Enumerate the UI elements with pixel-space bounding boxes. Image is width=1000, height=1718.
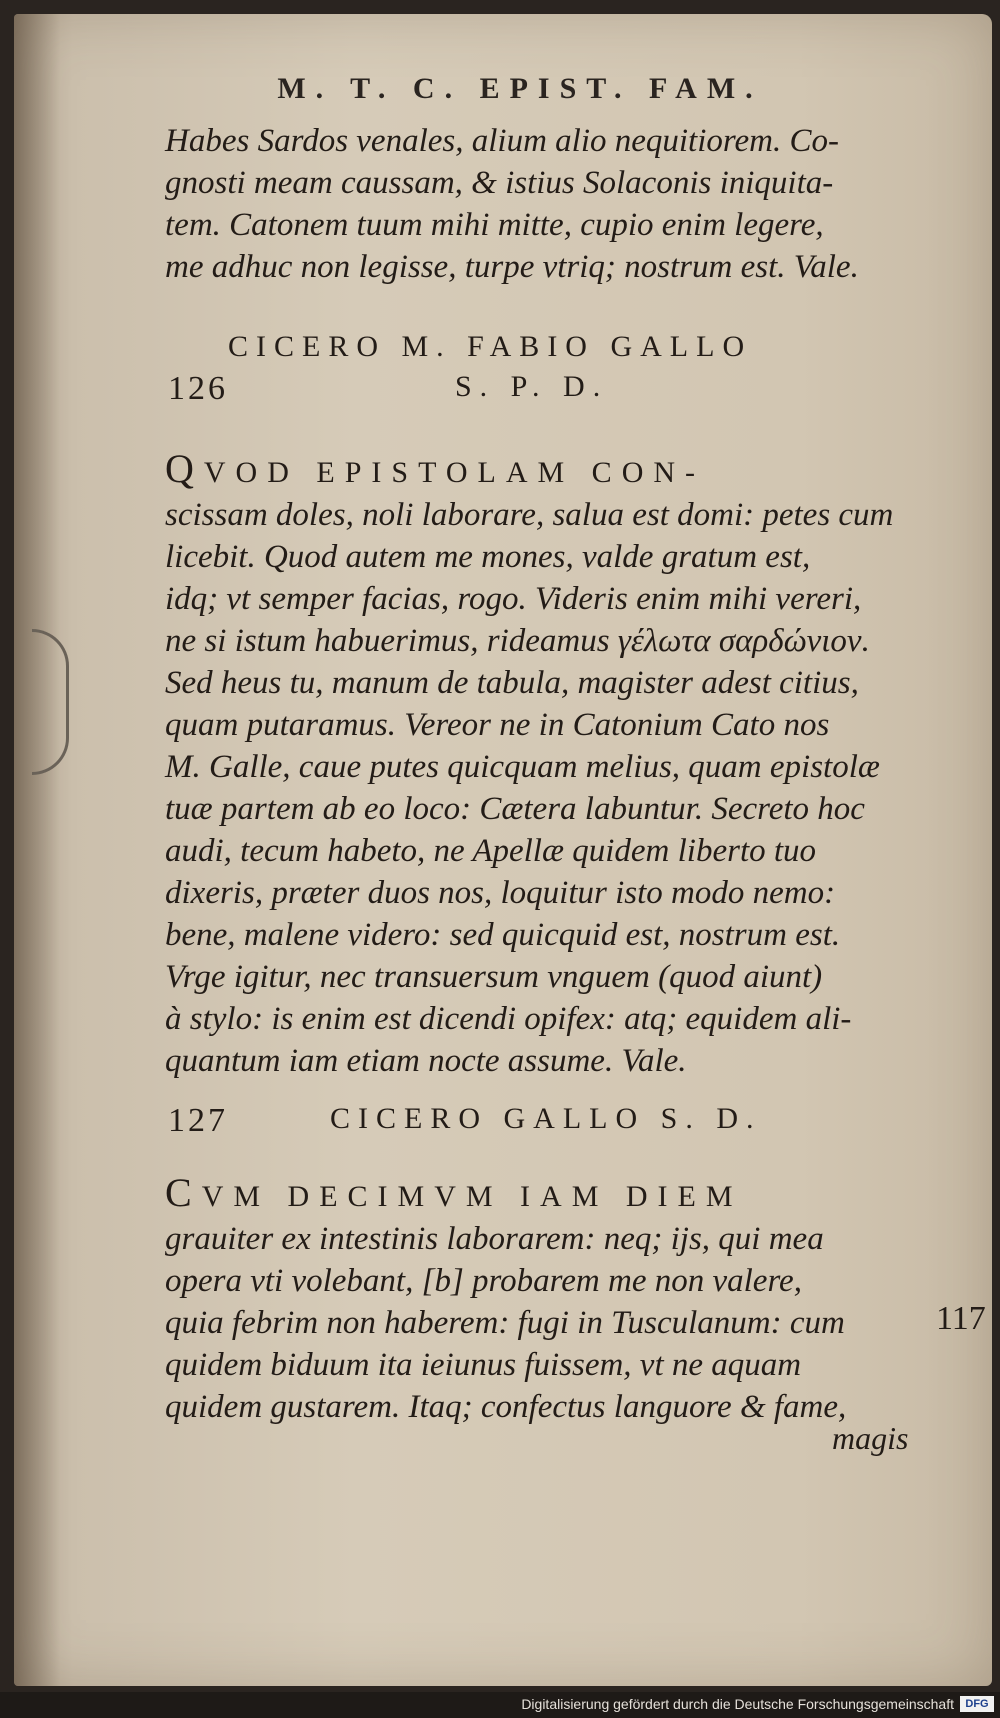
text-line: grauiter ex intestinis laborarem: neq; ijs, qui mea xyxy=(165,1221,824,1257)
dfg-logo: DFG xyxy=(960,1696,994,1712)
text-line: quidem gustarem. Itaq; confectus languore & fame, xyxy=(165,1389,847,1425)
text-line: Sed heus tu, manum de tabula, magister adest citius, xyxy=(165,665,859,701)
text-line: quidem biduum ita ieiunus fuissem, vt ne aquam xyxy=(165,1347,802,1383)
text-line: scissam doles, noli laborare, salua est domi: petes cum xyxy=(165,497,894,533)
page-clip-mark xyxy=(32,629,69,775)
digitization-footer xyxy=(0,1692,1000,1718)
margin-page-number: 117 xyxy=(936,1300,986,1337)
letter-126-opening xyxy=(165,448,925,494)
text-line: audi, tecum habeto, ne Apellæ quidem liberto tuo xyxy=(165,833,817,869)
letter-126-heading: CICERO M. FABIO GALLO xyxy=(228,330,753,363)
text-line: licebit. Quod autem me mones, valde gratum est, xyxy=(165,539,811,575)
drop-initial: Q xyxy=(165,446,204,491)
text-line: dixeris, præter duos nos, loquitur isto modo nemo: xyxy=(165,875,836,911)
text-line: opera vti volebant, [b] probarem me non valere, xyxy=(165,1263,802,1299)
text-line: gnosti meam caussam, & istius Solaconis iniquita- xyxy=(165,165,834,201)
text-line: tem. Catonem tuum mihi mitte, cupio enim legere, xyxy=(165,207,824,243)
text-line: bene, malene videro: sed quicquid est, nostrum est. xyxy=(165,917,841,953)
letter-127-body xyxy=(165,1172,925,1428)
footer-credit: Digitalisierung gefördert durch die Deutsche Forschungsgemeinschaft xyxy=(521,1696,954,1712)
opening-words: VOD EPISTOLAM CON- xyxy=(203,456,706,489)
text-line: Habes Sardos venales, alium alio nequitiorem. Co- xyxy=(165,123,839,159)
letter-127-opening xyxy=(165,1172,925,1218)
opening-words: VM DECIMVM IAM DIEM xyxy=(201,1180,743,1213)
text-line: quia febrim non haberem: fugi in Tusculanum: cum xyxy=(165,1305,845,1341)
catchword: magis xyxy=(832,1420,909,1456)
text-line: quam putaramus. Vereor ne in Catonium Cato nos xyxy=(165,707,830,743)
drop-initial: C xyxy=(165,1170,202,1215)
text-line: idq; vt semper facias, rogo. Videris enim mihi vereri, xyxy=(165,581,862,617)
text-line: Vrge igitur, nec transuersum vnguem (quod aiunt) xyxy=(165,959,823,995)
running-head: M. T. C. EPIST. FAM. xyxy=(277,72,763,105)
letter-126-number: 126 xyxy=(168,370,228,407)
letter-126-salutation: S. P. D. xyxy=(455,370,609,403)
text-line: ne si istum habuerimus, rideamus γέλωτα σαρδώνιον. xyxy=(165,623,870,659)
text-line: me adhuc non legisse, turpe vtriq; nostrum est. Vale. xyxy=(165,249,859,285)
text-line: à stylo: is enim est dicendi opifex: atq; equidem ali- xyxy=(165,1001,852,1037)
letter-125-end xyxy=(165,120,925,288)
letter-126-body xyxy=(165,448,925,1082)
letter-127-heading: CICERO GALLO S. D. xyxy=(330,1102,762,1135)
text-line: quantum iam etiam nocte assume. Vale. xyxy=(165,1043,687,1079)
page-gutter-shadow xyxy=(14,14,60,1686)
letter-127-number: 127 xyxy=(168,1102,228,1139)
text-line: M. Galle, caue putes quicquam melius, quam epistolæ xyxy=(165,749,880,785)
text-line: tuæ partem ab eo loco: Cætera labuntur. Secreto hoc xyxy=(165,791,865,827)
